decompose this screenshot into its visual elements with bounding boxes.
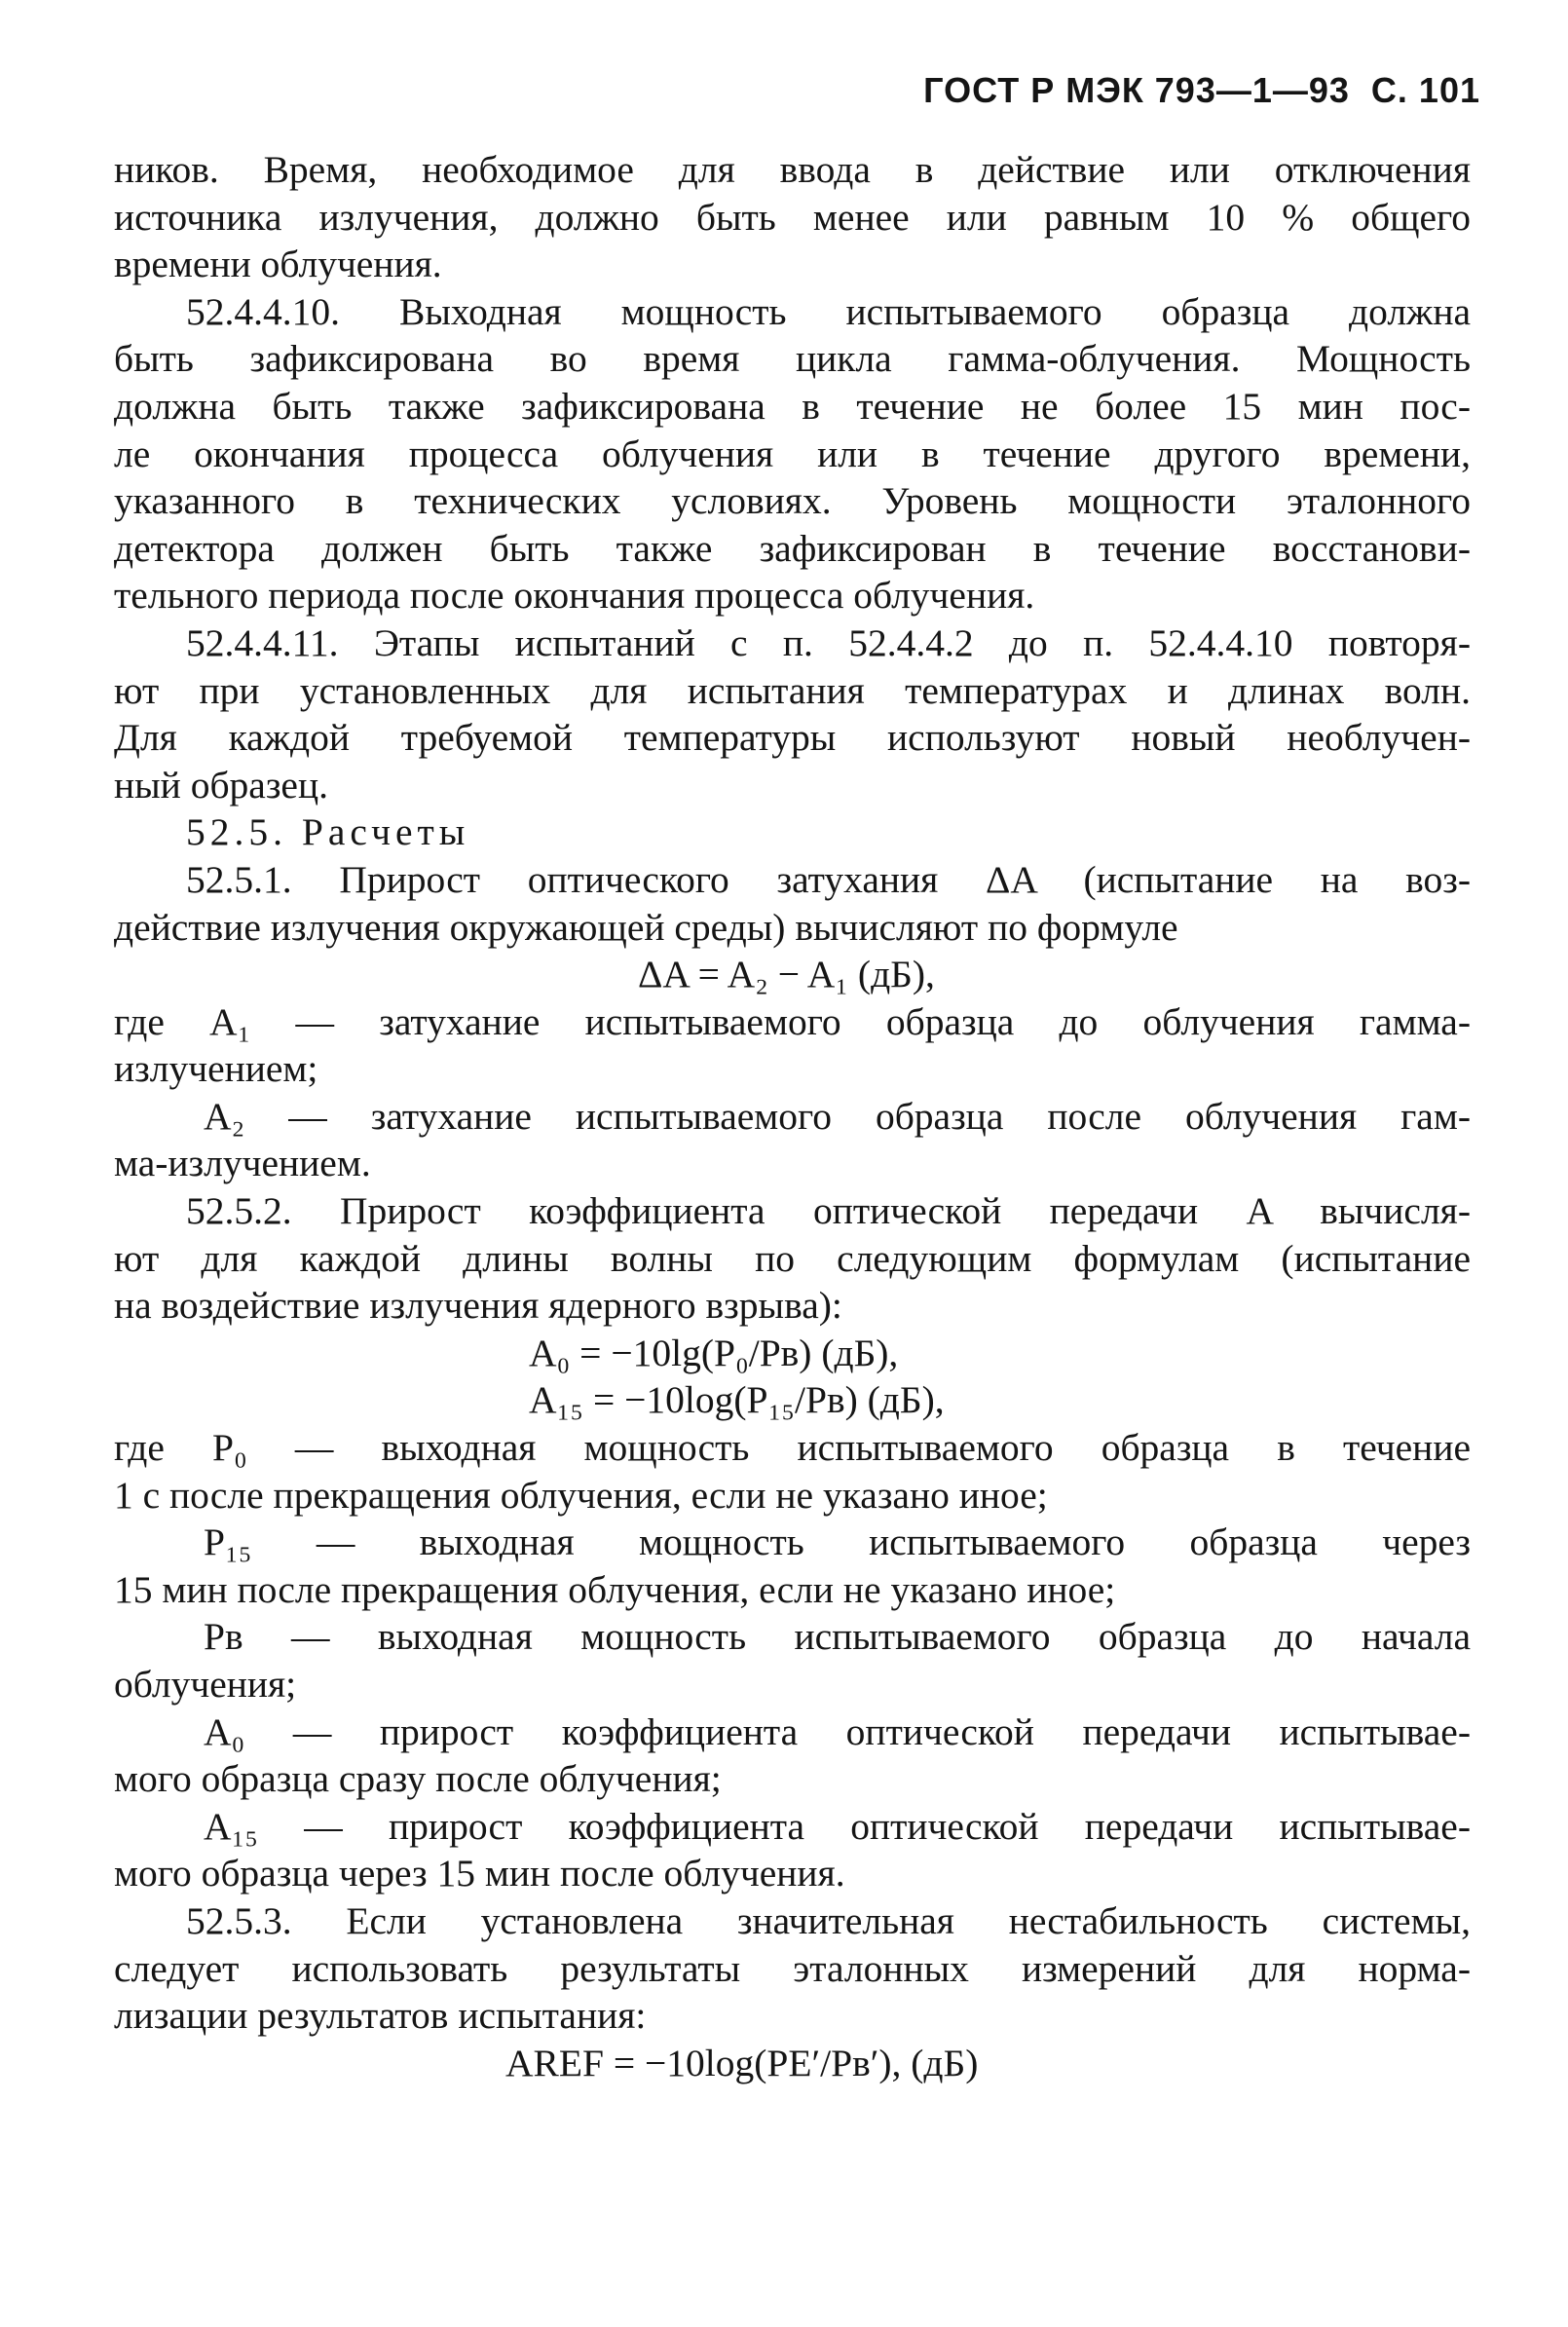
text-line: детектора должен быть также зафиксирован в течение восстанови- [114,526,1471,570]
text-line: 52.5.3. Если установлена значительная нестабильность системы, [186,1898,1471,1942]
text-line: мого образца через 15 мин после облучения. [114,1852,845,1895]
text-line: ют для каждой длины волны по следующим формулам (испытание [114,1236,1471,1280]
text-line: 52.5. Расчеты [186,810,470,854]
text-line: где P₀ — выходная мощность испытываемого образца в течение [114,1426,1471,1470]
text-line: P₁₅ — выходная мощность испытываемого образца через [204,1520,1471,1564]
text-line: действие излучения окружающей среды) вычисляют по формуле [114,905,1178,949]
text-line: ют при установленных для испытания температурах и длинах волн. [114,668,1471,712]
text-line: ΔA = A₂ − A₁ (дБ), [638,953,935,996]
text-line: A₂ — затухание испытываемого образца после облучения гам- [204,1094,1471,1138]
text-line: указанного в технических условиях. Уровень мощности эталонного [114,479,1471,523]
text-line: излучением; [114,1047,318,1091]
text-line: 52.4.4.10. Выходная мощность испытываемого образца должна [186,289,1471,333]
text-line: AREF = −10log(PE′/Pв′), (дБ) [505,2041,979,2084]
text-line: источника излучения, должно быть менее или равным 10 % общего [114,195,1471,239]
text-line: 52.5.2. Прирост коэффициента оптической передачи A вычисля- [186,1189,1471,1233]
text-line: быть зафиксирована во время цикла гамма-облучения. Мощность [114,337,1471,381]
text-line: следует использовать результаты эталонных измерений для норма- [114,1946,1471,1990]
text-line: 52.5.1. Прирост оптического затухания ΔA (испытание на воз- [186,857,1471,901]
page-number: С. 101 [1370,70,1480,110]
standard-designation: ГОСТ Р МЭК 793—1—93 [923,70,1350,110]
text-line: Pв — выходная мощность испытываемого образца до начала [204,1615,1471,1659]
document-body [114,146,1471,2086]
text-line: 1 с после прекращения облучения, если не указано иное; [114,1473,1048,1517]
text-line: лизации результатов испытания: [114,1994,647,2038]
text-line: A₁₅ — прирост коэффициента оптической передачи испытывае- [204,1804,1471,1848]
text-line: должна быть также зафиксирована в течение не более 15 мин пос- [114,384,1471,428]
text-line: ма-излучением. [114,1142,371,1185]
page-header [923,70,1480,111]
text-line: на воздействие излучения ядерного взрыва): [114,1284,842,1328]
text-line: ный образец. [114,763,328,807]
text-line: 52.4.4.11. Этапы испытаний с п. 52.4.4.2 до п. 52.4.4.10 повторя- [186,620,1471,664]
text-line: ников. Время, необходимое для ввода в действие или отключения [114,148,1471,191]
text-line: A₀ — прирост коэффициента оптической передачи испытывае- [204,1709,1471,1753]
text-line: Для каждой требуемой температуры используют новый необлучен- [114,716,1471,760]
text-line: A₁₅ = −10log(P₁₅/Pв) (дБ), [529,1378,945,1422]
text-line: времени облучения. [114,243,442,286]
text-line: где A₁ — затухание испытываемого образца до облучения гамма- [114,999,1471,1043]
text-line: ле окончания процесса облучения или в течение другого времени, [114,432,1471,475]
text-line: облучения; [114,1663,297,1706]
text-line: A₀ = −10lg(P₀/Pв) (дБ), [529,1331,899,1374]
text-line: мого образца сразу после облучения; [114,1757,722,1801]
text-line: тельного периода после окончания процесса облучения. [114,574,1035,618]
text-line: 15 мин после прекращения облучения, если не указано иное; [114,1567,1116,1611]
